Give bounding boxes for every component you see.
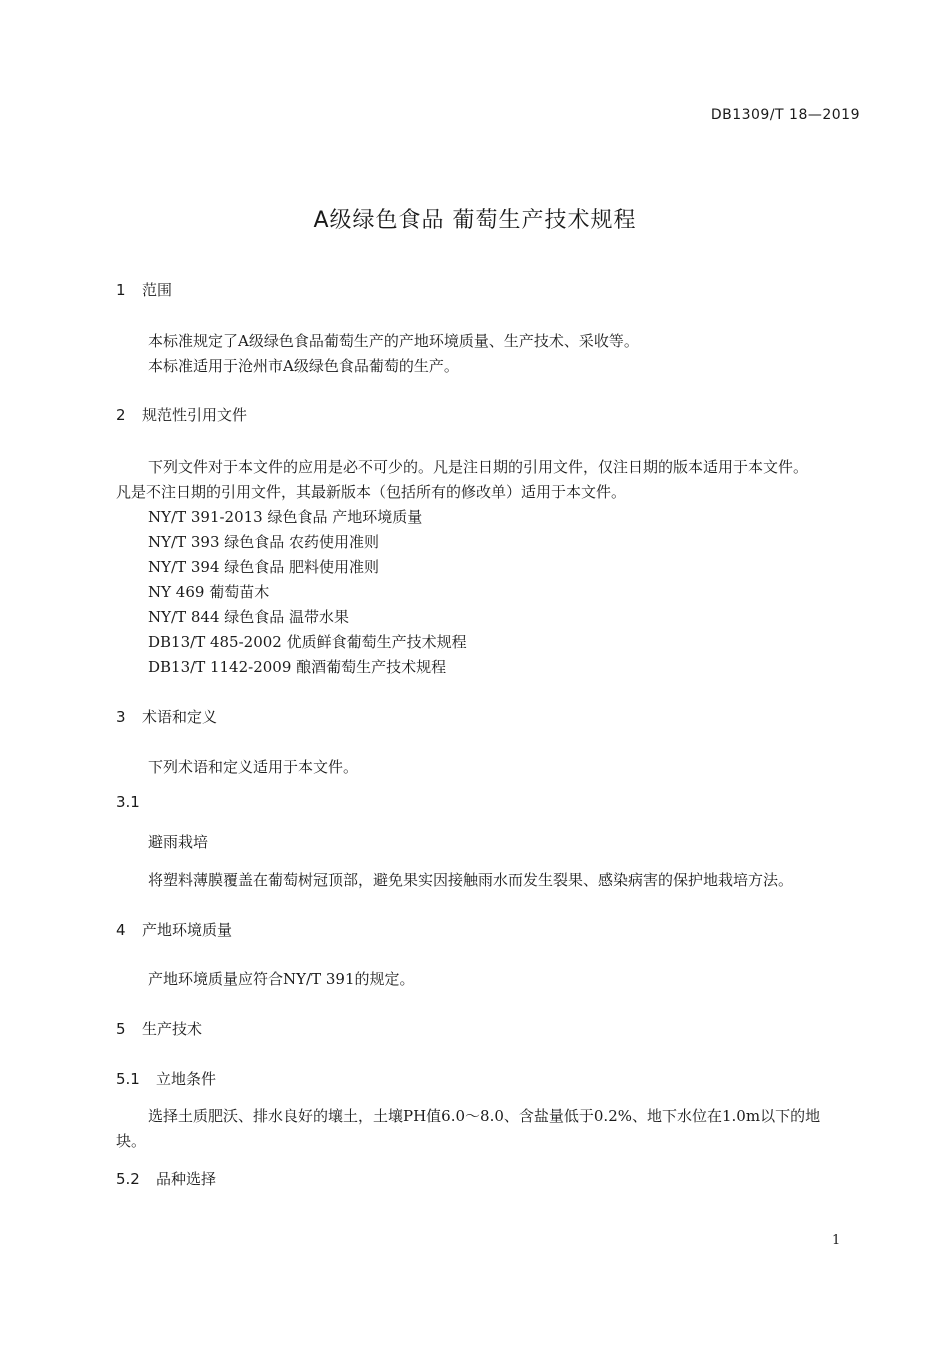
section-number: 5 <box>116 1020 126 1038</box>
subsection-number: 5.1 <box>116 1070 140 1088</box>
subsection-title: 品种选择 <box>156 1170 217 1188</box>
paragraph-line: 凡是不注日期的引用文件，其最新版本（包括所有的修改单）适用于本文件。 <box>116 483 627 501</box>
reference-item: DB13/T 485-2002 优质鲜食葡萄生产技术规程 <box>148 633 467 651</box>
subsection-5-1-heading <box>116 1068 216 1089</box>
section-number: 2 <box>116 406 126 424</box>
section-title: 术语和定义 <box>142 708 218 726</box>
paragraph-line: 下列文件对于本文件的应用是必不可少的。凡是注日期的引用文件，仅注日期的版本适用于本文件。 <box>148 458 809 476</box>
document-code: DB1309/T 18—2019 <box>710 107 860 123</box>
reference-item: NY/T 391-2013 绿色食品 产地环境质量 <box>148 508 423 526</box>
section-number: 3 <box>116 708 126 726</box>
reference-item: DB13/T 1142-2009 酿酒葡萄生产技术规程 <box>148 658 447 676</box>
section-1-heading <box>116 279 172 300</box>
section-title: 规范性引用文件 <box>142 406 248 424</box>
paragraph: 下列术语和定义适用于本文件。 <box>148 758 359 776</box>
subsection-number: 5.2 <box>116 1170 140 1188</box>
section-title: 产地环境质量 <box>142 921 233 939</box>
section-4-heading <box>116 919 232 940</box>
term-name: 避雨栽培 <box>148 833 209 851</box>
section-5-heading <box>116 1018 202 1039</box>
reference-item: NY/T 393 绿色食品 农药使用准则 <box>148 533 380 551</box>
section-3-heading <box>116 706 217 727</box>
page-number: 1 <box>832 1233 841 1248</box>
paragraph-line: 块。 <box>116 1132 147 1150</box>
section-title: 范围 <box>142 281 173 299</box>
reference-item: NY/T 394 绿色食品 肥料使用准则 <box>148 558 380 576</box>
paragraph: 产地环境质量应符合NY/T 391的规定。 <box>148 970 415 988</box>
subsection-5-2-heading <box>116 1168 216 1189</box>
paragraph: 本标准适用于沧州市A级绿色食品葡萄的生产。 <box>148 357 459 375</box>
paragraph: 本标准规定了A级绿色食品葡萄生产的产地环境质量、生产技术、采收等。 <box>148 332 639 350</box>
subsection-title: 立地条件 <box>156 1070 217 1088</box>
reference-item: NY/T 844 绿色食品 温带水果 <box>148 608 350 626</box>
paragraph-line: 选择土质肥沃、排水良好的壤土，土壤PH值6.0～8.0、含盐量低于0.2%、地下水位在1.0m以下的地 <box>148 1107 821 1125</box>
subsection-number: 3.1 <box>116 793 140 811</box>
section-2-heading <box>116 404 247 425</box>
document-title: A级绿色食品 葡萄生产技术规程 <box>313 208 637 233</box>
section-title: 生产技术 <box>142 1020 203 1038</box>
section-number: 1 <box>116 281 126 299</box>
term-definition: 将塑料薄膜覆盖在葡萄树冠顶部，避免果实因接触雨水而发生裂果、感染病害的保护地栽培方法。 <box>148 871 794 889</box>
section-number: 4 <box>116 921 126 939</box>
reference-item: NY 469 葡萄苗木 <box>148 583 270 601</box>
